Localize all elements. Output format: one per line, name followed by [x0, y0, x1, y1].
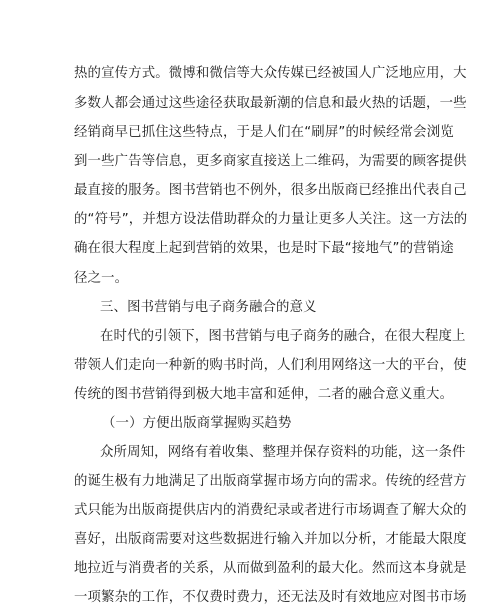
paragraph-line: 喜好，出版商需要对这些数据进行输入并加以分析，才能最大限度	[74, 532, 467, 547]
paragraph-line: 到一些广告等信息，更多商家直接送上二维码，为需要的顾客提供	[74, 154, 467, 169]
paragraph-line: 的“符号”，并想方设法借助群众的力量让更多人关注。这一方法的	[74, 212, 468, 227]
paragraph-line: 传统的图书营销得到极大地丰富和延伸，二者的融合意义重大。	[74, 387, 454, 402]
paragraph-line: 式只能为出版商提供店内的消费纪录或者进行市场调查了解大众的	[74, 503, 467, 518]
paragraph-line: 众所周知，网络有着收集、整理并保存资料的功能，这一条件	[100, 445, 466, 460]
section-heading: 三、图书营销与电子商务融合的意义	[100, 300, 317, 315]
paragraph-line: 地拉近与消费者的关系，从而做到盈利的最大化。然而这本身就是	[74, 561, 467, 576]
subsection-heading: （一）方便出版商掌握购买趋势	[102, 416, 292, 431]
paragraph-line: 最直接的服务。图书营销也不例外，很多出版商已经推出代表自己	[74, 183, 467, 198]
paragraph-line: 多数人都会通过这些途径获取最新潮的信息和最火热的话题，一些	[74, 96, 467, 111]
paragraph-line: 的诞生极有力地满足了出版商掌握市场方向的需求。传统的经营方	[74, 474, 467, 489]
paragraph-line: 带领人们走向一种新的购书时尚，人们利用网络这一大的平台，使	[74, 358, 467, 373]
paragraph-line: 径之一。	[74, 271, 129, 286]
paragraph-line: 一项繁杂的工作，不仅费时费力，还无法及时有效地应对图书市场	[74, 590, 467, 605]
paragraph-line: 确在很大程度上起到营销的效果，也是时下最“接地气”的营销途	[74, 241, 454, 256]
paragraph-line: 热的宣传方式。微博和微信等大众传媒已经被国人广泛地应用，大	[74, 66, 467, 81]
paragraph-line: 经销商早已抓住这些特点，于是人们在“刷屏”的时候经常会浏览	[74, 125, 454, 140]
paragraph-line: 在时代的引领下，图书营销与电子商务的融合，在很大程度上	[100, 329, 466, 344]
